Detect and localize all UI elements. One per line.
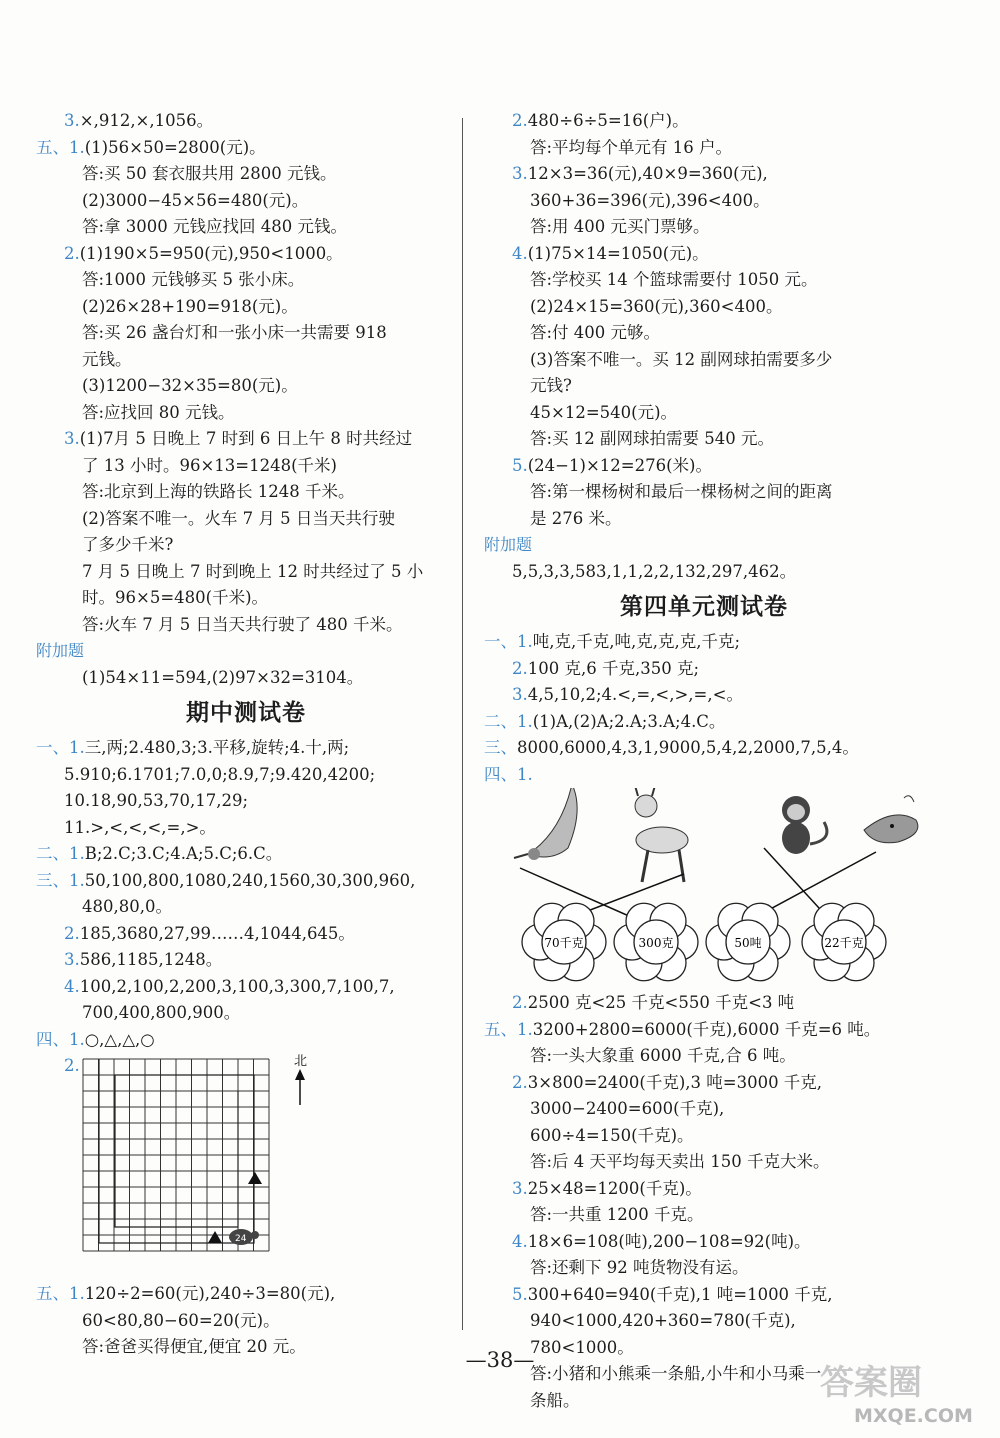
flower-label: 300克 [638,936,674,950]
answer-text: 50,100,800,1080,240,1560,30,300,960, [84,870,416,890]
svg-text:MXQE.COM: MXQE.COM [854,1405,973,1427]
extra-label: 附加题 [36,641,85,660]
answer-text: B;2.C;3.C;4.A;5.C;6.C。 [84,844,283,863]
answer-text: 60<80,80−60=20(元)。 [82,1310,280,1330]
answer-text: 答:应找回 80 元钱。 [82,402,235,422]
question-number: 一、1. [484,632,533,651]
answer-line [484,629,924,656]
right-column [484,108,924,1414]
answer-text: (24−1)×12=276(米)。 [527,455,712,475]
answer-text: 答:买 26 盏台灯和一张小床一共需要 918 [82,323,387,342]
answer-line [484,400,924,427]
answer-line [484,656,924,683]
triangle-marker [248,1172,262,1184]
answer-block [36,108,456,638]
whale-icon [864,796,918,843]
answer-line [36,347,456,374]
column-divider [462,118,463,1330]
unit4-answers [484,629,924,788]
answer-line [484,1282,924,1309]
extra-answer: 5,5,3,3,583,1,1,2,2,132,297,462。 [512,561,797,581]
answer-text: 条船。 [530,1390,580,1410]
question-number: 二、1. [36,844,85,863]
question-number: 3. [512,164,528,183]
question-number: 2. [64,923,80,943]
answer-text: 答:付 400 元够。 [530,323,661,342]
north-label: 北 [294,1054,308,1069]
answer-text: 答:学校买 14 个篮球需要付 1050 元。 [530,270,818,289]
matching-figure [484,788,924,990]
answer-text: 答:用 400 元买门票够。 [530,217,710,236]
answer-text: (2)24×15=360(元),360<400。 [530,296,783,316]
question-number: 三、 [484,738,517,757]
answer-text: ×,912,×,1056。 [79,111,214,130]
answer-line [484,347,924,374]
answer-text: 答:平均每个单元有 16 户。 [530,137,733,157]
answer-text: 10.18,90,53,70,17,29; [64,791,248,810]
answer-line [484,1149,924,1176]
watermark-logo [816,1360,986,1430]
answer-line [484,682,924,709]
answer-text: 940<1000,420+360=780(千克), [530,1311,796,1330]
answer-line [36,1027,456,1054]
answer-line [484,479,924,506]
answer-text: ○,△,△,○ [84,1029,155,1049]
answer-line [36,400,456,427]
svg-text:24: 24 [235,1234,247,1244]
answer-text: 答:火车 7 月 5 日当天共行驶了 480 千米。 [82,614,403,634]
answer-text: 25×48=1200(千克)。 [527,1178,702,1198]
svg-text:答案圈: 答案圈 [820,1363,922,1403]
grid-figure [36,1053,456,1281]
answer-line [484,294,924,321]
answer-line [36,373,456,400]
answer-line [36,1308,456,1335]
question-number: 2. [512,993,528,1012]
answer-text: 120÷2=60(元),240÷3=80(元), [84,1284,336,1303]
answer-text: 18×6=108(吨),200−108=92(吨)。 [527,1231,811,1251]
answer-text: (1)75×14=1050(元)。 [527,243,709,263]
question-number: 2. [64,243,80,263]
answer-line [36,815,456,842]
answer-line [484,241,924,268]
answer-line [36,868,456,895]
answer-line [484,1043,924,1070]
answer-text: 是 276 米。 [530,508,622,528]
extra-label: 附加题 [484,535,533,554]
answer-line [36,214,456,241]
left-column [36,108,456,1361]
answer-line [484,1202,924,1229]
question-number: 3. [64,111,80,130]
answer-text: 答:1000 元钱够买 5 张小床。 [82,270,305,289]
midterm-title: 期中测试卷 [186,700,306,726]
answer-line [36,762,456,789]
answer-text: 答:一头大象重 6000 千克,合 6 吨。 [530,1046,796,1065]
answer-line [484,1123,924,1150]
answer-text: 答:买 50 套衣服共用 2800 元钱。 [82,164,337,183]
answer-line [36,841,456,868]
answer-line [484,188,924,215]
answer-line [36,612,456,639]
grid-number: 2. [64,1056,80,1075]
answer-line [484,426,924,453]
answer-line [36,1000,456,1027]
answer-line [36,894,456,921]
question-number: 3. [64,429,80,448]
answer-text: 答:爸爸买得便宜,便宜 20 元。 [82,1337,306,1356]
answer-line [484,1070,924,1097]
question-number: 二、1. [484,711,533,731]
flower-card [522,903,606,981]
answer-text: 700,400,800,900。 [82,1003,241,1022]
answer-line [36,974,456,1001]
answer-line [36,188,456,215]
answer-line [484,1176,924,1203]
answer-text: 答:还剩下 92 吨货物没有运。 [530,1258,749,1277]
answer-line [484,1017,924,1044]
question-number: 五、1. [36,137,85,157]
question-number: 4. [512,1231,528,1251]
answer-text: 三,两;2.480,3;3.平移,旋转;4.十,两; [84,738,350,757]
answer-line [484,1229,924,1256]
answer-line [36,426,456,453]
answer-line [484,1255,924,1282]
answer-line [36,320,456,347]
answer-text: (1)A,(2)A;2.A;3.A;4.C。 [532,711,726,731]
answer-text: 答:第一棵杨树和最后一棵杨树之间的距离 [530,482,833,501]
question-number: 3. [512,685,528,704]
answer-text: (1)7月 5 日晚上 7 时到 6 日上午 8 时共经过 [79,429,413,448]
answer-text: 480,80,0。 [82,897,172,916]
answer-text: 360+36=396(元),396<400。 [530,190,770,210]
answer-line [36,532,456,559]
answer-text: 4,5,10,2;4.<,=,<,>,=,<。 [527,685,743,704]
answer-line [36,1281,456,1308]
monkey-icon [782,796,827,854]
answer-line [36,788,456,815]
question-number: 四、1. [484,764,533,784]
question-number: 五、1. [36,1284,85,1303]
answer-text: 480÷6÷5=16(户)。 [527,111,689,130]
flower-card [706,903,790,981]
answer-text: 吨,克,千克,吨,克,克,克,千克; [532,632,741,651]
answer-line [36,267,456,294]
answer-line [484,267,924,294]
answer-text: 185,3680,27,99……4,1044,645。 [79,923,355,943]
answer-text: (2)3000−45×56=480(元)。 [82,190,309,210]
bird-icon [514,788,577,860]
answer-text: 600÷4=150(千克)。 [530,1125,694,1145]
answer-line [484,135,924,162]
answer-text: 答:买 12 副网球拍需要 540 元。 [530,429,775,448]
answer-line [36,735,456,762]
answer-line [36,585,456,612]
answer-line [484,762,924,789]
answer-text: 答:小猪和小熊乘一条船,小牛和小马乘一 [530,1364,822,1383]
answer-text: (1)56×50=2800(元)。 [84,137,266,157]
answer-line [484,506,924,533]
flower-label: 50吨 [734,936,762,950]
answer-text: (1)190×5=950(元),950<1000。 [79,243,343,263]
extra-answer: (1)54×11=594,(2)97×32=3104。 [82,667,364,687]
answer-text: 答:一共重 1200 千克。 [530,1205,704,1224]
answer-text: 元钱。 [82,349,132,369]
answer-text: 5.910;6.1701;7.0,0;8.9,7;9.420,4200; [64,764,376,784]
question-number: 四、1. [36,1029,85,1049]
answer-line [484,108,924,135]
answer-line [36,479,456,506]
answer-line [36,241,456,268]
answer-line [484,990,924,1017]
question-number: 3. [512,1178,528,1198]
answer-line [36,135,456,162]
flower-card [614,903,698,981]
answer-text: (3)答案不唯一。买 12 副网球拍需要多少 [530,349,833,369]
flower-label: 70千克 [544,936,584,950]
answer-text: 100 克,6 千克,350 克; [527,658,700,678]
answer-text: 3×800=2400(千克),3 吨=3000 千克, [527,1072,823,1092]
page-number: —38— [465,1348,535,1372]
deer-icon [634,788,688,882]
answer-line [484,1308,924,1335]
question-number: 4. [512,243,528,263]
question-number: 4. [64,976,80,996]
answer-text: 11.>,<,<,<,=,>。 [64,817,216,837]
answer-text: 元钱? [530,376,572,395]
answer-text: 2500 克<25 千克<550 千克<3 吨 [527,993,795,1012]
answer-text: 300+640=940(千克),1 吨=1000 千克, [527,1284,833,1304]
answer-line [36,506,456,533]
answer-line [36,161,456,188]
midterm-answers [36,735,456,1053]
answer-text: (2)答案不唯一。火车 7 月 5 日当天共行驶 [82,508,395,528]
answer-text: 3200+2800=6000(千克),6000 千克=6 吨。 [532,1019,881,1039]
unit4-title: 第四单元测试卷 [620,594,788,620]
answer-line [36,559,456,586]
answer-text: 了 13 小时。96×13=1248(千米) [82,455,337,475]
answer-line [484,453,924,480]
flower-label: 22千克 [824,936,864,950]
answer-text: 100,2,100,2,200,3,100,3,300,7,100,7, [79,976,395,996]
answer-line [484,161,924,188]
question-number: 2. [512,1072,528,1092]
answer-text: 答:北京到上海的铁路长 1248 千米。 [82,482,355,501]
answer-text: 45×12=540(元)。 [530,402,678,422]
answer-text: 答:后 4 天平均每天卖出 150 千克大米。 [530,1152,830,1171]
answer-text: 780<1000。 [530,1337,634,1357]
answer-line [36,947,456,974]
answer-text: 3000−2400=600(千克), [530,1099,725,1118]
question-number: 2. [512,111,528,130]
answer-line [484,214,924,241]
answer-text: 586,1185,1248。 [79,950,223,969]
answer-line [36,294,456,321]
matching-diagram [484,788,924,990]
answer-line [484,320,924,347]
answer-text: 了多少千米? [82,535,174,554]
answer-text: 12×3=36(元),40×9=360(元), [527,164,768,183]
flower-card [802,903,886,981]
answer-line [484,1096,924,1123]
answer-block [484,108,924,532]
answer-line [484,373,924,400]
answer-line [36,921,456,948]
grid-diagram [78,1053,328,1281]
question-number: 3. [64,950,80,969]
question-number: 三、1. [36,870,85,890]
question-number: 2. [512,658,528,678]
question-number: 五、1. [484,1019,533,1039]
answer-text: 7 月 5 日晚上 7 时到晚上 12 时共经过了 5 小 [82,561,424,581]
answer-text: 答:拿 3000 元钱应找回 480 元钱。 [82,217,348,236]
answer-text: (3)1200−32×35=80(元)。 [82,376,298,395]
answer-line [36,108,456,135]
answer-text: 8000,6000,4,3,1,9000,5,4,2,2000,7,5,4。 [517,738,859,757]
answer-text: (2)26×28+190=918(元)。 [82,296,298,316]
question-number: 5. [512,455,528,475]
answer-line [484,735,924,762]
question-number: 5. [512,1284,528,1304]
answer-line [36,453,456,480]
north-arrow-head [295,1069,305,1080]
triangle-marker [208,1231,222,1243]
answer-line [484,709,924,736]
question-number: 一、1. [36,738,85,757]
answer-text: 时。96×5=480(千米)。 [82,588,269,607]
